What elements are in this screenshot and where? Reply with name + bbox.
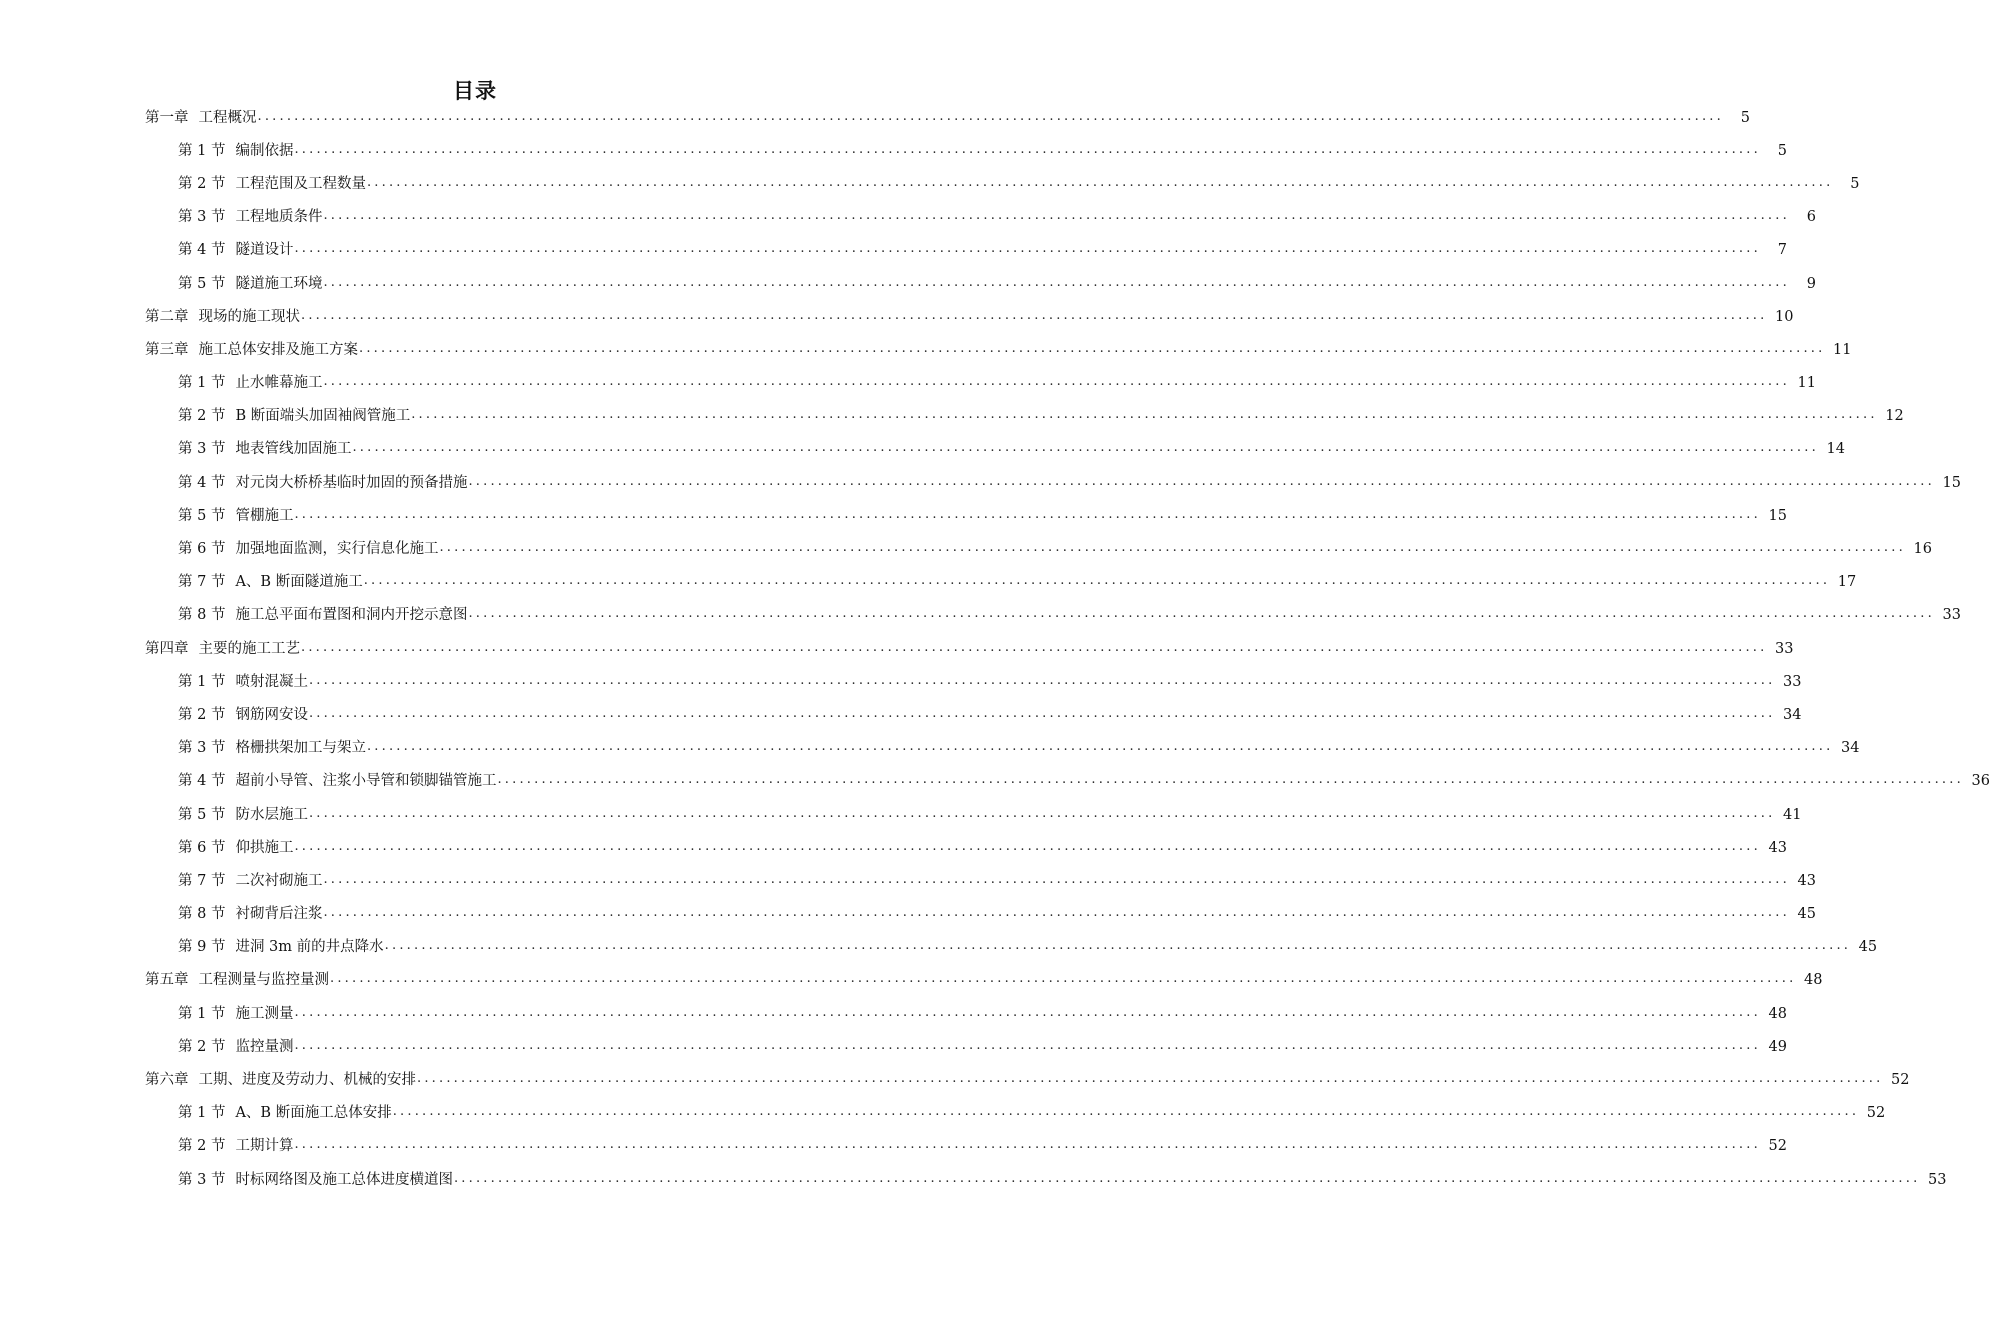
- toc-page-number: 11: [1833, 341, 1852, 358]
- toc-page-number: 48: [1804, 972, 1823, 989]
- toc-page-number: 33: [1942, 607, 1961, 624]
- toc-section-row[interactable]: [0, 997, 1787, 1030]
- toc-entry-title: 工程地质条件: [235, 209, 323, 226]
- toc-entry-label: [178, 1037, 293, 1057]
- toc-entry-label: [145, 970, 329, 990]
- toc-section-row[interactable]: [0, 201, 1816, 234]
- toc-dot-leader: ........................................................................................................................................................................................................: [301, 307, 1768, 323]
- toc-entry-number: 第一章: [145, 109, 189, 126]
- toc-entry-title: 喷射混凝土: [235, 673, 308, 690]
- toc-page-number: 15: [1942, 474, 1961, 491]
- toc-entry-label: [145, 1070, 416, 1090]
- toc-entry-number: 第 2 节: [178, 175, 226, 192]
- toc-entry-label: [178, 406, 410, 426]
- toc-page-number: 17: [1837, 574, 1857, 591]
- toc-entry-number: 第 8 节: [178, 906, 226, 923]
- toc-page-number: 5: [1850, 175, 1860, 192]
- toc-entry-title: 对元岗大桥桥基临时加固的预备措施: [235, 474, 468, 491]
- toc-page-number: 11: [1797, 375, 1816, 392]
- toc-page-number: 43: [1768, 839, 1787, 856]
- toc-entry-label: [145, 307, 300, 327]
- toc-entry-number: 第 2 节: [178, 706, 226, 723]
- toc-page-number: 45: [1858, 939, 1878, 956]
- toc-dot-leader: ........................................................................................................................................................................................................: [308, 672, 1776, 688]
- toc-chapter-row[interactable]: [0, 101, 1750, 134]
- toc-page-number: 49: [1768, 1038, 1787, 1055]
- toc-dot-leader: ........................................................................................................................................................................................................: [323, 274, 1790, 290]
- toc-page-number: 12: [1885, 408, 1904, 425]
- toc-section-row[interactable]: [0, 665, 1802, 698]
- toc-entry-label: [178, 539, 438, 559]
- toc-page-number: 5: [1777, 142, 1787, 159]
- toc-entry-label: [178, 605, 467, 625]
- toc-entry-number: 第 9 节: [178, 939, 226, 956]
- toc-dot-leader: ........................................................................................................................................................................................................: [323, 905, 1790, 921]
- toc-entry-number: 第 2 节: [178, 408, 226, 425]
- toc-entry-title: 隧道施工环境: [235, 275, 323, 292]
- toc-entry-title: 超前小导管、注浆小导管和锁脚锚管施工: [235, 773, 497, 790]
- toc-entry-number: 第 4 节: [178, 242, 226, 259]
- toc-entry-label: [178, 506, 293, 526]
- toc-entry-title: A、B 断面隧道施工: [235, 574, 363, 591]
- toc-chapter-row[interactable]: [0, 964, 1823, 997]
- toc-dot-leader: ........................................................................................................................................................................................................: [468, 606, 1935, 622]
- toc-page-number: 6: [1806, 209, 1816, 226]
- toc-section-row[interactable]: [0, 134, 1787, 167]
- toc-chapter-row[interactable]: [0, 333, 1852, 366]
- toc-chapter-row[interactable]: [0, 632, 1794, 665]
- toc-dot-leader: ........................................................................................................................................................................................................: [497, 772, 1964, 788]
- toc-dot-leader: ........................................................................................................................................................................................................: [308, 705, 1776, 721]
- toc-title: 目录: [453, 79, 497, 103]
- toc-entry-number: 第 4 节: [178, 474, 226, 491]
- toc-page-number: 45: [1797, 906, 1816, 923]
- toc-entry-title: 地表管线加固施工: [235, 441, 352, 458]
- toc-entry-number: 第 5 节: [178, 275, 226, 292]
- toc-entry-title: 施工测量: [235, 1005, 294, 1022]
- toc-dot-leader: ........................................................................................................................................................................................................: [294, 141, 1761, 157]
- toc-chapter-row[interactable]: [0, 300, 1794, 333]
- toc-entry-label: [145, 108, 257, 128]
- toc-entry-label: [145, 639, 300, 659]
- toc-entry-number: 第 2 节: [178, 1138, 226, 1155]
- toc-entry-number: 第五章: [145, 972, 189, 989]
- toc-dot-leader: ........................................................................................................................................................................................................: [352, 440, 1819, 456]
- toc-dot-leader: ........................................................................................................................................................................................................: [294, 241, 1761, 257]
- toc-entry-title: 编制依据: [235, 142, 294, 159]
- toc-page-number: 5: [1740, 109, 1750, 126]
- toc-entry-number: 第 1 节: [178, 142, 226, 159]
- toc-section-row[interactable]: [0, 698, 1802, 731]
- toc-list: [0, 101, 1990, 1196]
- toc-dot-leader: ........................................................................................................................................................................................................: [417, 1071, 1884, 1087]
- toc-entry-number: 第 2 节: [178, 1038, 226, 1055]
- toc-entry-title: 管棚施工: [235, 507, 294, 524]
- toc-section-row[interactable]: [0, 732, 1860, 765]
- toc-dot-leader: ........................................................................................................................................................................................................: [294, 1137, 1761, 1153]
- toc-dot-leader: ........................................................................................................................................................................................................: [301, 639, 1768, 655]
- toc-section-row[interactable]: [0, 599, 1961, 632]
- toc-entry-label: [178, 274, 322, 294]
- toc-entry-title: 工程概况: [198, 109, 257, 126]
- toc-entry-number: 第 1 节: [178, 1105, 226, 1122]
- toc-page-number: 33: [1775, 640, 1794, 657]
- toc-entry-title: 施工总平面布置图和洞内开挖示意图: [235, 607, 468, 624]
- toc-entry-number: 第 4 节: [178, 773, 226, 790]
- toc-entry-label: [178, 240, 293, 260]
- toc-entry-number: 第 7 节: [178, 872, 226, 889]
- toc-section-row[interactable]: [0, 1163, 1947, 1196]
- toc-entry-number: 第 3 节: [178, 441, 226, 458]
- toc-dot-leader: ........................................................................................................................................................................................................: [294, 1037, 1761, 1053]
- toc-entry-title: 衬砌背后注浆: [235, 906, 323, 923]
- toc-entry-number: 第 1 节: [178, 673, 226, 690]
- toc-entry-label: [178, 672, 308, 692]
- toc-section-row[interactable]: [0, 1130, 1787, 1163]
- toc-page-number: 43: [1797, 872, 1816, 889]
- toc-page-number: 34: [1840, 740, 1860, 757]
- toc-entry-number: 第四章: [145, 640, 189, 657]
- toc-section-row[interactable]: [0, 234, 1787, 267]
- toc-page-number: 53: [1927, 1171, 1947, 1188]
- toc-entry-label: [178, 141, 293, 161]
- toc-dot-leader: ........................................................................................................................................................................................................: [468, 473, 1935, 489]
- toc-entry-label: [178, 572, 363, 592]
- toc-entry-number: 第 8 节: [178, 607, 226, 624]
- toc-page-number: 14: [1826, 441, 1845, 458]
- toc-section-row[interactable]: [0, 267, 1816, 300]
- toc-page-number: 41: [1782, 806, 1802, 823]
- toc-entry-title: 现场的施工现状: [198, 308, 300, 325]
- toc-section-row[interactable]: [0, 931, 1878, 964]
- toc-entry-number: 第 3 节: [178, 209, 226, 226]
- toc-entry-label: [178, 439, 351, 459]
- toc-dot-leader: ........................................................................................................................................................................................................: [323, 208, 1790, 224]
- toc-entry-title: 工期、进度及劳动力、机械的安排: [198, 1072, 416, 1089]
- toc-entry-number: 第 5 节: [178, 806, 226, 823]
- toc-dot-leader: ........................................................................................................................................................................................................: [392, 1104, 1860, 1120]
- toc-entry-number: 第 5 节: [178, 507, 226, 524]
- toc-entry-label: [178, 207, 322, 227]
- toc-page-number: 7: [1777, 242, 1787, 259]
- toc-page-number: 52: [1891, 1072, 1910, 1089]
- toc-entry-label: [178, 937, 384, 957]
- toc-entry-label: [178, 473, 467, 493]
- toc-entry-title: A、B 断面施工总体安排: [235, 1105, 392, 1122]
- toc-entry-number: 第 1 节: [178, 1005, 226, 1022]
- toc-entry-label: [178, 771, 496, 791]
- toc-entry-label: [178, 738, 366, 758]
- toc-section-row[interactable]: [0, 532, 1932, 565]
- toc-section-row[interactable]: [0, 864, 1816, 897]
- toc-page-number: 36: [1971, 773, 1990, 790]
- toc-section-row[interactable]: [0, 433, 1845, 466]
- toc-dot-leader: ........................................................................................................................................................................................................: [439, 540, 1906, 556]
- toc-entry-label: [178, 904, 322, 924]
- toc-entry-label: [178, 705, 308, 725]
- toc-section-row[interactable]: [0, 1097, 1886, 1130]
- toc-entry-label: [178, 805, 308, 825]
- toc-page-number: 48: [1768, 1005, 1787, 1022]
- toc-dot-leader: ........................................................................................................................................................................................................: [323, 871, 1790, 887]
- toc-dot-leader: ........................................................................................................................................................................................................: [308, 805, 1776, 821]
- toc-entry-title: 工程范围及工程数量: [235, 175, 366, 192]
- toc-chapter-row[interactable]: [0, 1063, 1910, 1096]
- toc-dot-leader: ........................................................................................................................................................................................................: [411, 407, 1878, 423]
- toc-page-number: 15: [1768, 507, 1787, 524]
- toc-dot-leader: ........................................................................................................................................................................................................: [294, 1004, 1761, 1020]
- toc-dot-leader: ........................................................................................................................................................................................................: [294, 506, 1761, 522]
- toc-page-number: 52: [1768, 1138, 1787, 1155]
- toc-dot-leader: ........................................................................................................................................................................................................: [359, 340, 1826, 356]
- toc-entry-title: 格栅拱架加工与架立: [235, 740, 366, 757]
- toc-section-row[interactable]: [0, 831, 1787, 864]
- toc-entry-label: [145, 340, 358, 360]
- toc-entry-number: 第 7 节: [178, 574, 226, 591]
- toc-dot-leader: ........................................................................................................................................................................................................: [330, 971, 1797, 987]
- toc-entry-number: 第 6 节: [178, 839, 226, 856]
- toc-entry-number: 第 3 节: [178, 740, 226, 757]
- toc-dot-leader: ........................................................................................................................................................................................................: [323, 374, 1790, 390]
- toc-entry-title: 防水层施工: [235, 806, 308, 823]
- toc-entry-title: 主要的施工工艺: [198, 640, 300, 657]
- toc-entry-title: 加强地面监测，实行信息化施工: [235, 541, 439, 558]
- toc-entry-number: 第六章: [145, 1072, 189, 1089]
- toc-dot-leader: ........................................................................................................................................................................................................: [257, 108, 1724, 124]
- toc-entry-label: [178, 373, 322, 393]
- toc-entry-title: 监控量测: [235, 1038, 294, 1055]
- toc-dot-leader: ........................................................................................................................................................................................................: [384, 938, 1852, 954]
- toc-entry-label: [178, 1103, 392, 1123]
- toc-entry-title: B 断面端头加固袖阀管施工: [235, 408, 411, 425]
- toc-section-row[interactable]: [0, 466, 1961, 499]
- toc-entry-label: [178, 1004, 293, 1024]
- toc-section-row[interactable]: [0, 367, 1816, 400]
- toc-section-row[interactable]: [0, 167, 1860, 200]
- toc-page-number: 52: [1866, 1105, 1886, 1122]
- toc-entry-number: 第 3 节: [178, 1171, 226, 1188]
- toc-entry-label: [178, 838, 293, 858]
- toc-entry-number: 第三章: [145, 341, 189, 358]
- toc-dot-leader: ........................................................................................................................................................................................................: [366, 739, 1834, 755]
- toc-dot-leader: ........................................................................................................................................................................................................: [363, 573, 1831, 589]
- toc-section-row[interactable]: [0, 566, 1857, 599]
- toc-page-number: 10: [1775, 308, 1794, 325]
- toc-entry-title: 止水帷幕施工: [235, 375, 323, 392]
- toc-dot-leader: ........................................................................................................................................................................................................: [294, 838, 1761, 854]
- toc-section-row[interactable]: [0, 1030, 1787, 1063]
- toc-section-row[interactable]: [0, 765, 1990, 798]
- toc-section-row[interactable]: [0, 798, 1802, 831]
- toc-section-row[interactable]: [0, 400, 1904, 433]
- toc-entry-title: 钢筋网安设: [235, 706, 308, 723]
- toc-dot-leader: ........................................................................................................................................................................................................: [453, 1170, 1921, 1186]
- toc-section-row[interactable]: [0, 898, 1816, 931]
- toc-entry-label: [178, 1170, 453, 1190]
- toc-entry-label: [178, 1136, 293, 1156]
- toc-entry-label: [178, 174, 366, 194]
- toc-entry-title: 工程测量与监控量测: [198, 972, 329, 989]
- toc-entry-title: 时标网络图及施工总体进度横道图: [235, 1171, 453, 1188]
- toc-entry-title: 施工总体安排及施工方案: [198, 341, 358, 358]
- toc-entry-title: 二次衬砌施工: [235, 872, 323, 889]
- toc-page-number: 16: [1913, 541, 1932, 558]
- toc-entry-number: 第 6 节: [178, 541, 226, 558]
- toc-page-number: 33: [1782, 673, 1802, 690]
- toc-entry-title: 进洞 3m 前的井点降水: [235, 939, 384, 956]
- toc-dot-leader: ........................................................................................................................................................................................................: [366, 174, 1834, 190]
- toc-section-row[interactable]: [0, 499, 1787, 532]
- toc-entry-number: 第二章: [145, 308, 189, 325]
- toc-entry-number: 第 1 节: [178, 375, 226, 392]
- toc-page-number: 9: [1806, 275, 1816, 292]
- toc-entry-title: 工期计算: [235, 1138, 294, 1155]
- toc-entry-title: 隧道设计: [235, 242, 294, 259]
- toc-entry-label: [178, 871, 322, 891]
- toc-entry-title: 仰拱施工: [235, 839, 294, 856]
- toc-page-number: 34: [1782, 706, 1802, 723]
